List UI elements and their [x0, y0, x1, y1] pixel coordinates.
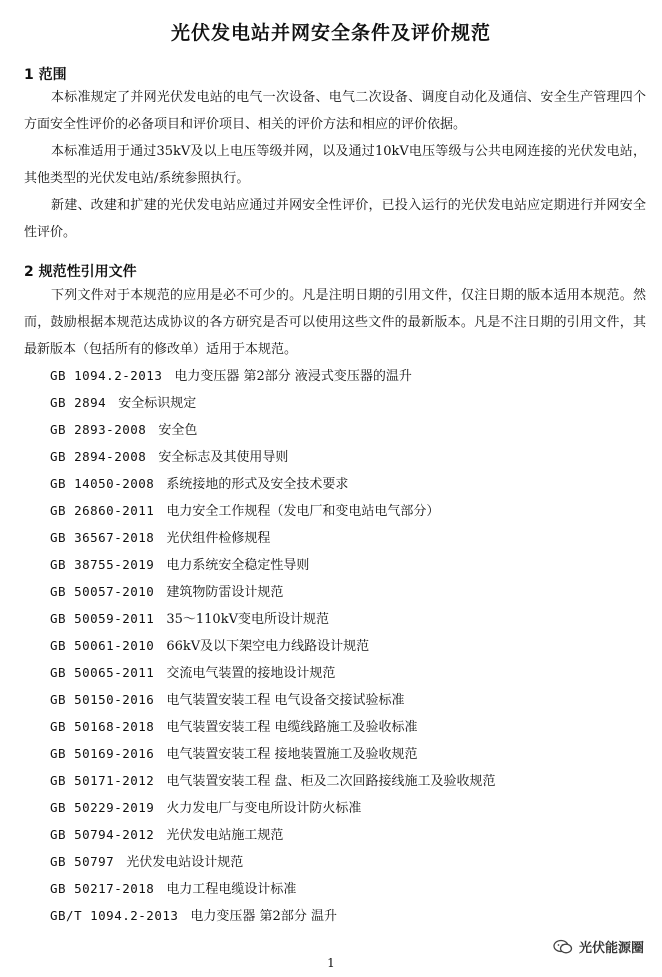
reference-name: 电力变压器 第2部分 温升: [190, 909, 337, 924]
reference-code: GB 38755-2019: [50, 557, 155, 572]
reference-name: 安全标识规定: [118, 396, 197, 411]
section-heading-references: 2 规范性引用文件: [24, 264, 137, 280]
watermark-label: 光伏能源圈: [578, 941, 644, 956]
reference-item: [50, 443, 495, 470]
reference-name: 66kV及以下架空电力线路设计规范: [166, 639, 370, 654]
account-watermark: [553, 937, 644, 956]
reference-item: [50, 740, 495, 767]
reference-name: 35～110kV变电所设计规范: [166, 612, 329, 627]
reference-code: GB 50065-2011: [50, 665, 155, 680]
reference-item: [50, 875, 495, 902]
reference-code: GB 2893-2008: [50, 422, 147, 437]
reference-name: 建筑物防雷设计规范: [166, 585, 284, 600]
reference-item: [50, 686, 495, 713]
reference-item: [50, 497, 495, 524]
reference-code: GB 50059-2011: [50, 611, 155, 626]
reference-name: 火力发电厂与变电所设计防火标准: [166, 801, 362, 816]
reference-name: 光伏组件检修规程: [166, 531, 271, 546]
document-title: 光伏发电站并网安全条件及评价规范: [170, 22, 491, 44]
reference-name: 电力变压器 第2部分 液浸式变压器的温升: [174, 369, 412, 384]
reference-code: GB 1094.2-2013: [50, 368, 163, 383]
reference-item: [50, 821, 495, 848]
reference-code: GB 50057-2010: [50, 584, 155, 599]
page-number: 1: [327, 956, 335, 970]
reference-code: GB 36567-2018: [50, 530, 155, 545]
reference-name: 电气装置安装工程 电气设备交接试验标准: [166, 693, 405, 708]
reference-item: [50, 605, 495, 632]
reference-code: GB 50229-2019: [50, 800, 155, 815]
reference-item: [50, 902, 495, 929]
reference-name: 电力工程电缆设计标准: [166, 882, 297, 897]
reference-item: [50, 659, 495, 686]
reference-name: 安全标志及其使用导则: [158, 450, 289, 465]
reference-item: [50, 632, 495, 659]
wechat-icon: [553, 939, 573, 955]
reference-code: GB 50797: [50, 854, 115, 869]
reference-item: [50, 362, 495, 389]
reference-item: [50, 470, 495, 497]
reference-item: [50, 713, 495, 740]
reference-code: GB 50169-2016: [50, 746, 155, 761]
reference-name: 电气装置安装工程 电缆线路施工及验收标准: [166, 720, 418, 735]
reference-name: 交流电气装置的接地设计规范: [166, 666, 336, 681]
reference-code: GB 50794-2012: [50, 827, 155, 842]
reference-item: [50, 389, 495, 416]
scope-paragraph-1: 本标准规定了并网光伏发电站的电气一次设备、电气二次设备、调度自动化及通信、安全生产管理四个方面安全性评价的必备项目和评价项目、相关的评价方法和相应的评价依据。: [24, 90, 646, 132]
reference-item: [50, 524, 495, 551]
reference-name: 系统接地的形式及安全技术要求: [166, 477, 349, 492]
reference-code: GB 2894-2008: [50, 449, 147, 464]
reference-name: 电气装置安装工程 接地装置施工及验收规范: [166, 747, 418, 762]
reference-item: [50, 551, 495, 578]
reference-item: [50, 794, 495, 821]
reference-code: GB 50168-2018: [50, 719, 155, 734]
reference-code: GB 26860-2011: [50, 503, 155, 518]
reference-code: GB/T 1094.2-2013: [50, 908, 179, 923]
reference-item: [50, 848, 495, 875]
reference-code: GB 50150-2016: [50, 692, 155, 707]
section-heading-scope: 1 范围: [24, 67, 67, 83]
scope-paragraph-2: 本标准适用于通过35kV及以上电压等级并网，以及通过10kV电压等级与公共电网连接的光伏发电站，其他类型的光伏发电站/系统参照执行。: [24, 144, 646, 186]
reference-name: 电力系统安全稳定性导则: [166, 558, 310, 573]
reference-code: GB 2894: [50, 395, 107, 410]
reference-name: 电力安全工作规程（发电厂和变电站电气部分）: [166, 504, 440, 519]
reference-code: GB 50217-2018: [50, 881, 155, 896]
reference-name: 安全色: [158, 423, 198, 438]
reference-list: [50, 362, 495, 929]
reference-name: 电气装置安装工程 盘、柜及二次回路接线施工及验收规范: [166, 774, 496, 789]
reference-code: GB 50061-2010: [50, 638, 155, 653]
scope-paragraph-3: 新建、改建和扩建的光伏发电站应通过并网安全性评价，已投入运行的光伏发电站应定期进行并网安全性评价。: [24, 198, 646, 240]
reference-name: 光伏发电站设计规范: [126, 855, 244, 870]
reference-name: 光伏发电站施工规范: [166, 828, 284, 843]
reference-code: GB 14050-2008: [50, 476, 155, 491]
reference-code: GB 50171-2012: [50, 773, 155, 788]
reference-item: [50, 767, 495, 794]
references-intro-paragraph: 下列文件对于本规范的应用是必不可少的。凡是注明日期的引用文件，仅注日期的版本适用本规范。然而，鼓励根据本规范达成协议的各方研究是否可以使用这些文件的最新版本。凡是不注日期的引用文件，其最新版本（包括所有的修改单）适用于本规范。: [24, 288, 646, 357]
reference-item: [50, 578, 495, 605]
reference-item: [50, 416, 495, 443]
